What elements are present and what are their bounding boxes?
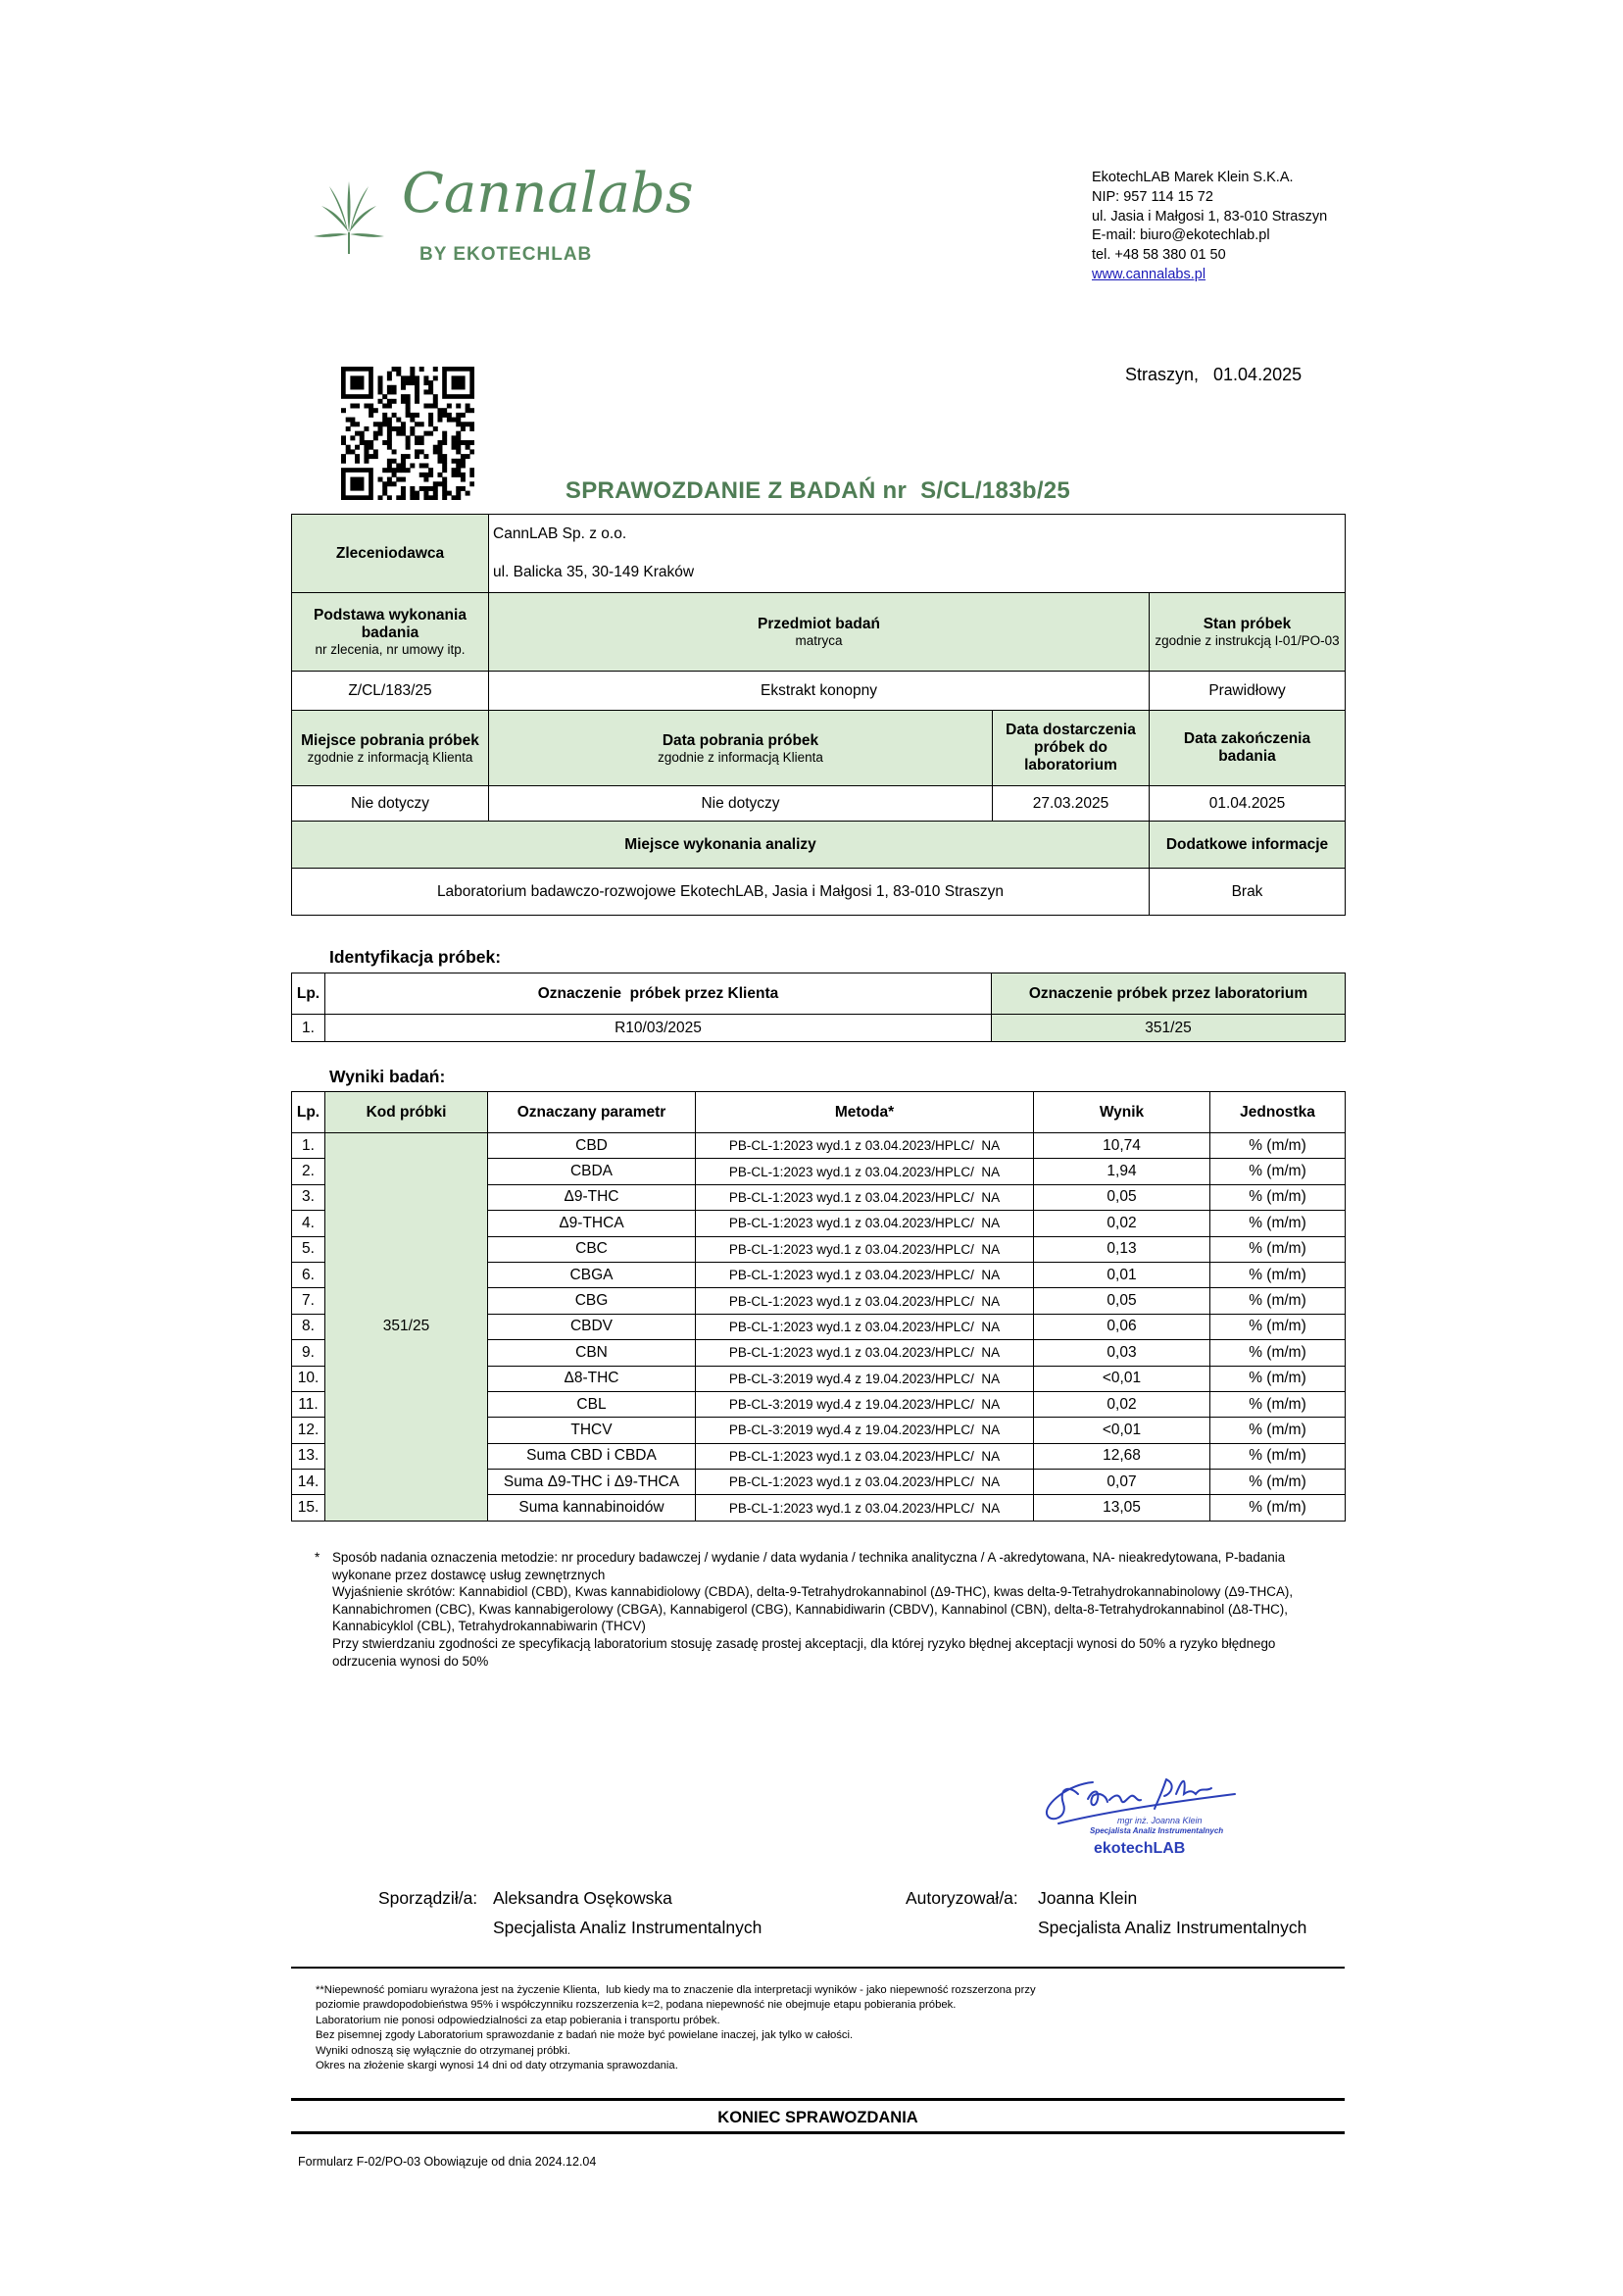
result-method: PB-CL-1:2023 wyd.1 z 03.04.2023/HPLC/ NA <box>696 1288 1034 1314</box>
result-parameter: Δ9-THC <box>488 1184 696 1210</box>
basis-header <box>292 593 489 672</box>
result-value: 0,03 <box>1034 1340 1210 1366</box>
additional-info-label: Dodatkowe informacje <box>1150 822 1346 869</box>
sampling-date-header <box>489 711 993 786</box>
result-value: 13,05 <box>1034 1495 1210 1521</box>
result-unit: % (m/m) <box>1210 1314 1346 1339</box>
footnote-line: Bez pisemnej zgody Laboratorium sprawozdanie z badań nie może być powielane inaczej, jak tylko w całości. <box>316 2029 854 2042</box>
result-lp: 4. <box>292 1211 325 1236</box>
results-header-param: Oznaczany parametr <box>488 1092 696 1133</box>
state-value: Prawidłowy <box>1150 672 1346 711</box>
delivery-date-value: 27.03.2025 <box>993 786 1150 822</box>
result-lp: 12. <box>292 1418 325 1443</box>
delivery-date-label: Data dostarczenia próbek do laboratorium <box>993 711 1150 786</box>
place-label: Miejsce pobrania próbek <box>301 731 479 749</box>
report-date: Straszyn, 01.04.2025 <box>1125 365 1303 384</box>
result-parameter: CBGA <box>488 1262 696 1287</box>
result-value: <0,01 <box>1034 1418 1210 1443</box>
footnote-line: Okres na złożenie skargi wynosi 14 dni od daty otrzymania sprawozdania. <box>316 2060 678 2072</box>
result-lp: 15. <box>292 1495 325 1521</box>
result-parameter: CBDA <box>488 1159 696 1184</box>
footer-divider <box>291 1967 1345 1969</box>
result-parameter: CBC <box>488 1236 696 1262</box>
note-paragraph: Przy stwierdzaniu zgodności ze specyfikacją laboratorium stosuję zasadę prostej akceptacji, dla której ryzyko błędnej akceptacji wynosi do 50% a ryzyko błędnego odrzucenia wynosi do 50% <box>332 1635 1276 1669</box>
stamp-logo: ekotechLAB <box>1094 1840 1186 1857</box>
result-value: 0,05 <box>1034 1184 1210 1210</box>
subject-value: Ekstrakt konopny <box>489 672 1150 711</box>
ident-header-lp: Lp. <box>292 973 325 1015</box>
result-unit: % (m/m) <box>1210 1211 1346 1236</box>
result-value: 0,01 <box>1034 1262 1210 1287</box>
end-of-report: KONIEC SPRAWOZDANIA <box>717 2109 918 2126</box>
authorized-role: Specjalista Analiz Instrumentalnych <box>1038 1918 1307 1937</box>
result-value: 0,02 <box>1034 1391 1210 1417</box>
ident-header-lab: Oznaczenie próbek przez laboratorium <box>992 973 1346 1015</box>
end-divider-top <box>291 2098 1345 2101</box>
result-lp: 10. <box>292 1366 325 1391</box>
order-info-table <box>291 514 1346 916</box>
basis-label: Podstawa wykonania badania <box>314 607 467 641</box>
result-value: 10,74 <box>1034 1133 1210 1159</box>
result-lp: 5. <box>292 1236 325 1262</box>
ident-header-client: Oznaczenie próbek przez Klienta <box>325 973 992 1015</box>
note-paragraph: Wyjaśnienie skrótów: Kannabidiol (CBD), Kwas kannabidiolowy (CBDA), delta-9-Tetrahydrokannabinol (Δ9-THC), kwas delta-9-Tetrahydrokannabinolowy (Δ9-THCA), Kannabichromen (CBC), Kwas kannabigerolowy (CBGA), Kannabigerol (CBG), Kannabidiwarin (CBDV), Kannabinol (CBN), delta-8-Tetrahydrokannabinol (Δ8-THC), Kannabicyklol (CBL), Tetrahydrokannabiwarin (THCV) <box>332 1584 1294 1634</box>
result-unit: % (m/m) <box>1210 1495 1346 1521</box>
result-method: PB-CL-1:2023 wyd.1 z 03.04.2023/HPLC/ NA <box>696 1133 1034 1159</box>
result-parameter: THCV <box>488 1418 696 1443</box>
client-name: CannLAB Sp. z o.o. <box>489 515 1346 554</box>
analysis-place-label: Miejsce wykonania analizy <box>292 822 1150 869</box>
result-unit: % (m/m) <box>1210 1418 1346 1443</box>
state-header <box>1150 593 1346 672</box>
form-id: Formularz F-02/PO-03 Obowiązuje od dnia 2024.12.04 <box>298 2155 597 2169</box>
client-address: ul. Balicka 35, 30-149 Kraków <box>489 554 1346 593</box>
additional-info-value: Brak <box>1150 869 1346 916</box>
result-unit: % (m/m) <box>1210 1133 1346 1159</box>
basis-sub: nr zlecenia, nr umowy itp. <box>315 642 466 657</box>
brand-sub: BY EKOTECHLAB <box>419 244 593 265</box>
result-unit: % (m/m) <box>1210 1262 1346 1287</box>
brand-name: Cannalabs <box>402 162 694 225</box>
result-value: 12,68 <box>1034 1443 1210 1469</box>
result-method: PB-CL-1:2023 wyd.1 z 03.04.2023/HPLC/ NA <box>696 1314 1034 1339</box>
subject-label: Przedmiot badań <box>758 616 880 632</box>
ident-client-code: R10/03/2025 <box>325 1015 992 1042</box>
cannalabs-logo <box>312 162 694 279</box>
state-label: Stan próbek <box>1203 616 1292 632</box>
footnote-line: Wyniki odnoszą się wyłącznie do otrzymanej próbki. <box>316 2044 570 2057</box>
footnote-line: Laboratorium nie ponosi odpowiedzialności za etap pobierania i transportu próbek. <box>316 2014 720 2026</box>
end-divider-bottom <box>291 2131 1345 2134</box>
result-lp: 6. <box>292 1262 325 1287</box>
company-line: ul. Jasia i Małgosi 1, 83-010 Straszyn <box>1092 208 1328 225</box>
note-paragraph: Sposób nadania oznaczenia metodzie: nr procedury badawczej / wydanie / data wydania / technika analityczna / A -akredytowana, NA- nieakredytowana, P-badania wykonane przez dostawcę usług zewnętrznych <box>332 1550 1286 1582</box>
result-parameter: Δ8-THC <box>488 1366 696 1391</box>
result-lp: 9. <box>292 1340 325 1366</box>
result-parameter: Suma Δ9-THC i Δ9-THCA <box>488 1470 696 1495</box>
end-date-value: 01.04.2025 <box>1150 786 1346 822</box>
authorized-name: Joanna Klein <box>1038 1888 1138 1908</box>
result-lp: 8. <box>292 1314 325 1339</box>
result-lp: 14. <box>292 1470 325 1495</box>
website-link[interactable]: www.cannalabs.pl <box>1092 266 1206 282</box>
stamp-name: mgr inż. Joanna Klein <box>1117 1816 1203 1825</box>
result-value: <0,01 <box>1034 1366 1210 1391</box>
results-title: Wyniki badań: <box>329 1067 446 1086</box>
analysis-place-value: Laboratorium badawczo-rozwojowe EkotechLAB, Jasia i Małgosi 1, 83-010 Straszyn <box>292 869 1150 916</box>
note-star: * <box>315 1550 320 1565</box>
result-unit: % (m/m) <box>1210 1391 1346 1417</box>
footnotes <box>316 1983 1335 2073</box>
identification-title: Identyfikacja próbek: <box>329 947 502 967</box>
ident-lab-code: 351/25 <box>992 1015 1346 1042</box>
result-method: PB-CL-1:2023 wyd.1 z 03.04.2023/HPLC/ NA <box>696 1262 1034 1287</box>
stamp-title: Specjalista Analiz Instrumentalnych <box>1090 1826 1224 1835</box>
result-method: PB-CL-3:2019 wyd.4 z 19.04.2023/HPLC/ NA <box>696 1366 1034 1391</box>
prepared-role: Specjalista Analiz Instrumentalnych <box>493 1918 762 1937</box>
result-method: PB-CL-1:2023 wyd.1 z 03.04.2023/HPLC/ NA <box>696 1495 1034 1521</box>
result-lp: 1. <box>292 1133 325 1159</box>
result-unit: % (m/m) <box>1210 1184 1346 1210</box>
result-parameter: Δ9-THCA <box>488 1211 696 1236</box>
company-info <box>1092 169 1327 285</box>
report-title: SPRAWOZDANIE Z BADAŃ nr S/CL/183b/25 <box>565 477 1071 504</box>
sampling-date-value: Nie dotyczy <box>489 786 993 822</box>
result-unit: % (m/m) <box>1210 1443 1346 1469</box>
results-header-result: Wynik <box>1034 1092 1210 1133</box>
subject-header <box>489 593 1150 672</box>
result-unit: % (m/m) <box>1210 1159 1346 1184</box>
result-parameter: CBD <box>488 1133 696 1159</box>
result-parameter: CBL <box>488 1391 696 1417</box>
result-parameter: Suma kannabinoidów <box>488 1495 696 1521</box>
identification-table <box>291 973 1346 1042</box>
result-unit: % (m/m) <box>1210 1366 1346 1391</box>
result-method: PB-CL-1:2023 wyd.1 z 03.04.2023/HPLC/ NA <box>696 1211 1034 1236</box>
ident-lp: 1. <box>292 1015 325 1042</box>
place-sub: zgodnie z informacją Klienta <box>307 749 473 765</box>
result-value: 0,05 <box>1034 1288 1210 1314</box>
state-sub: zgodnie z instrukcją I-01/PO-03 <box>1155 633 1340 648</box>
authorized-label: Autoryzował/a: <box>906 1888 1018 1908</box>
method-notes <box>316 1549 1325 1670</box>
result-method: PB-CL-1:2023 wyd.1 z 03.04.2023/HPLC/ NA <box>696 1184 1034 1210</box>
result-parameter: CBG <box>488 1288 696 1314</box>
results-header-unit: Jednostka <box>1210 1092 1346 1133</box>
result-method: PB-CL-3:2019 wyd.4 z 19.04.2023/HPLC/ NA <box>696 1418 1034 1443</box>
result-sample-code: 351/25 <box>325 1133 488 1522</box>
prepared-name: Aleksandra Osękowska <box>493 1888 672 1908</box>
company-line: EkotechLAB Marek Klein S.K.A. <box>1092 170 1294 185</box>
result-parameter: Suma CBD i CBDA <box>488 1443 696 1469</box>
place-value: Nie dotyczy <box>292 786 489 822</box>
prepared-label: Sporządził/a: <box>378 1888 478 1908</box>
result-row <box>292 1133 1346 1159</box>
footnote-line: poziomie prawdopodobieństwa 95% i współczynniku rozszerzenia k=2, podana niepewność nie obejmuje etapu pobierania próbek. <box>316 1999 957 2012</box>
signature-stamp <box>1039 1765 1264 1868</box>
company-line: NIP: 957 114 15 72 <box>1092 188 1213 205</box>
results-header-method: Metoda* <box>696 1092 1034 1133</box>
result-unit: % (m/m) <box>1210 1470 1346 1495</box>
result-lp: 13. <box>292 1443 325 1469</box>
results-header-code: Kod próbki <box>325 1092 488 1133</box>
result-method: PB-CL-1:2023 wyd.1 z 03.04.2023/HPLC/ NA <box>696 1340 1034 1366</box>
result-value: 1,94 <box>1034 1159 1210 1184</box>
result-method: PB-CL-1:2023 wyd.1 z 03.04.2023/HPLC/ NA <box>696 1443 1034 1469</box>
client-label: Zleceniodawca <box>292 515 489 593</box>
sampling-date-sub: zgodnie z informacją Klienta <box>658 749 823 765</box>
result-lp: 2. <box>292 1159 325 1184</box>
company-line: tel. +48 58 380 01 50 <box>1092 247 1226 264</box>
subject-sub: matryca <box>795 633 843 648</box>
result-lp: 7. <box>292 1288 325 1314</box>
result-unit: % (m/m) <box>1210 1288 1346 1314</box>
footnote-line: **Niepewność pomiaru wyrażona jest na życzenie Klienta, lub kiedy ma to znaczenie dla interpretacji wyników - jako niepewność rozszerzona przy <box>316 1984 1036 1996</box>
basis-value: Z/CL/183/25 <box>292 672 489 711</box>
place-header <box>292 711 489 786</box>
end-date-label: Data zakończenia badania <box>1150 711 1346 786</box>
result-lp: 3. <box>292 1184 325 1210</box>
result-unit: % (m/m) <box>1210 1236 1346 1262</box>
result-value: 0,02 <box>1034 1211 1210 1236</box>
sampling-date-label: Data pobrania próbek <box>662 731 819 749</box>
result-parameter: CBN <box>488 1340 696 1366</box>
result-value: 0,13 <box>1034 1236 1210 1262</box>
result-value: 0,07 <box>1034 1470 1210 1495</box>
company-line: E-mail: biuro@ekotechlab.pl <box>1092 227 1270 244</box>
result-method: PB-CL-3:2019 wyd.4 z 19.04.2023/HPLC/ NA <box>696 1391 1034 1417</box>
result-lp: 11. <box>292 1391 325 1417</box>
result-value: 0,06 <box>1034 1314 1210 1339</box>
result-parameter: CBDV <box>488 1314 696 1339</box>
results-table <box>291 1091 1346 1522</box>
results-header-lp: Lp. <box>292 1092 325 1133</box>
result-method: PB-CL-1:2023 wyd.1 z 03.04.2023/HPLC/ NA <box>696 1159 1034 1184</box>
result-method: PB-CL-1:2023 wyd.1 z 03.04.2023/HPLC/ NA <box>696 1236 1034 1262</box>
result-method: PB-CL-1:2023 wyd.1 z 03.04.2023/HPLC/ NA <box>696 1470 1034 1495</box>
result-unit: % (m/m) <box>1210 1340 1346 1366</box>
